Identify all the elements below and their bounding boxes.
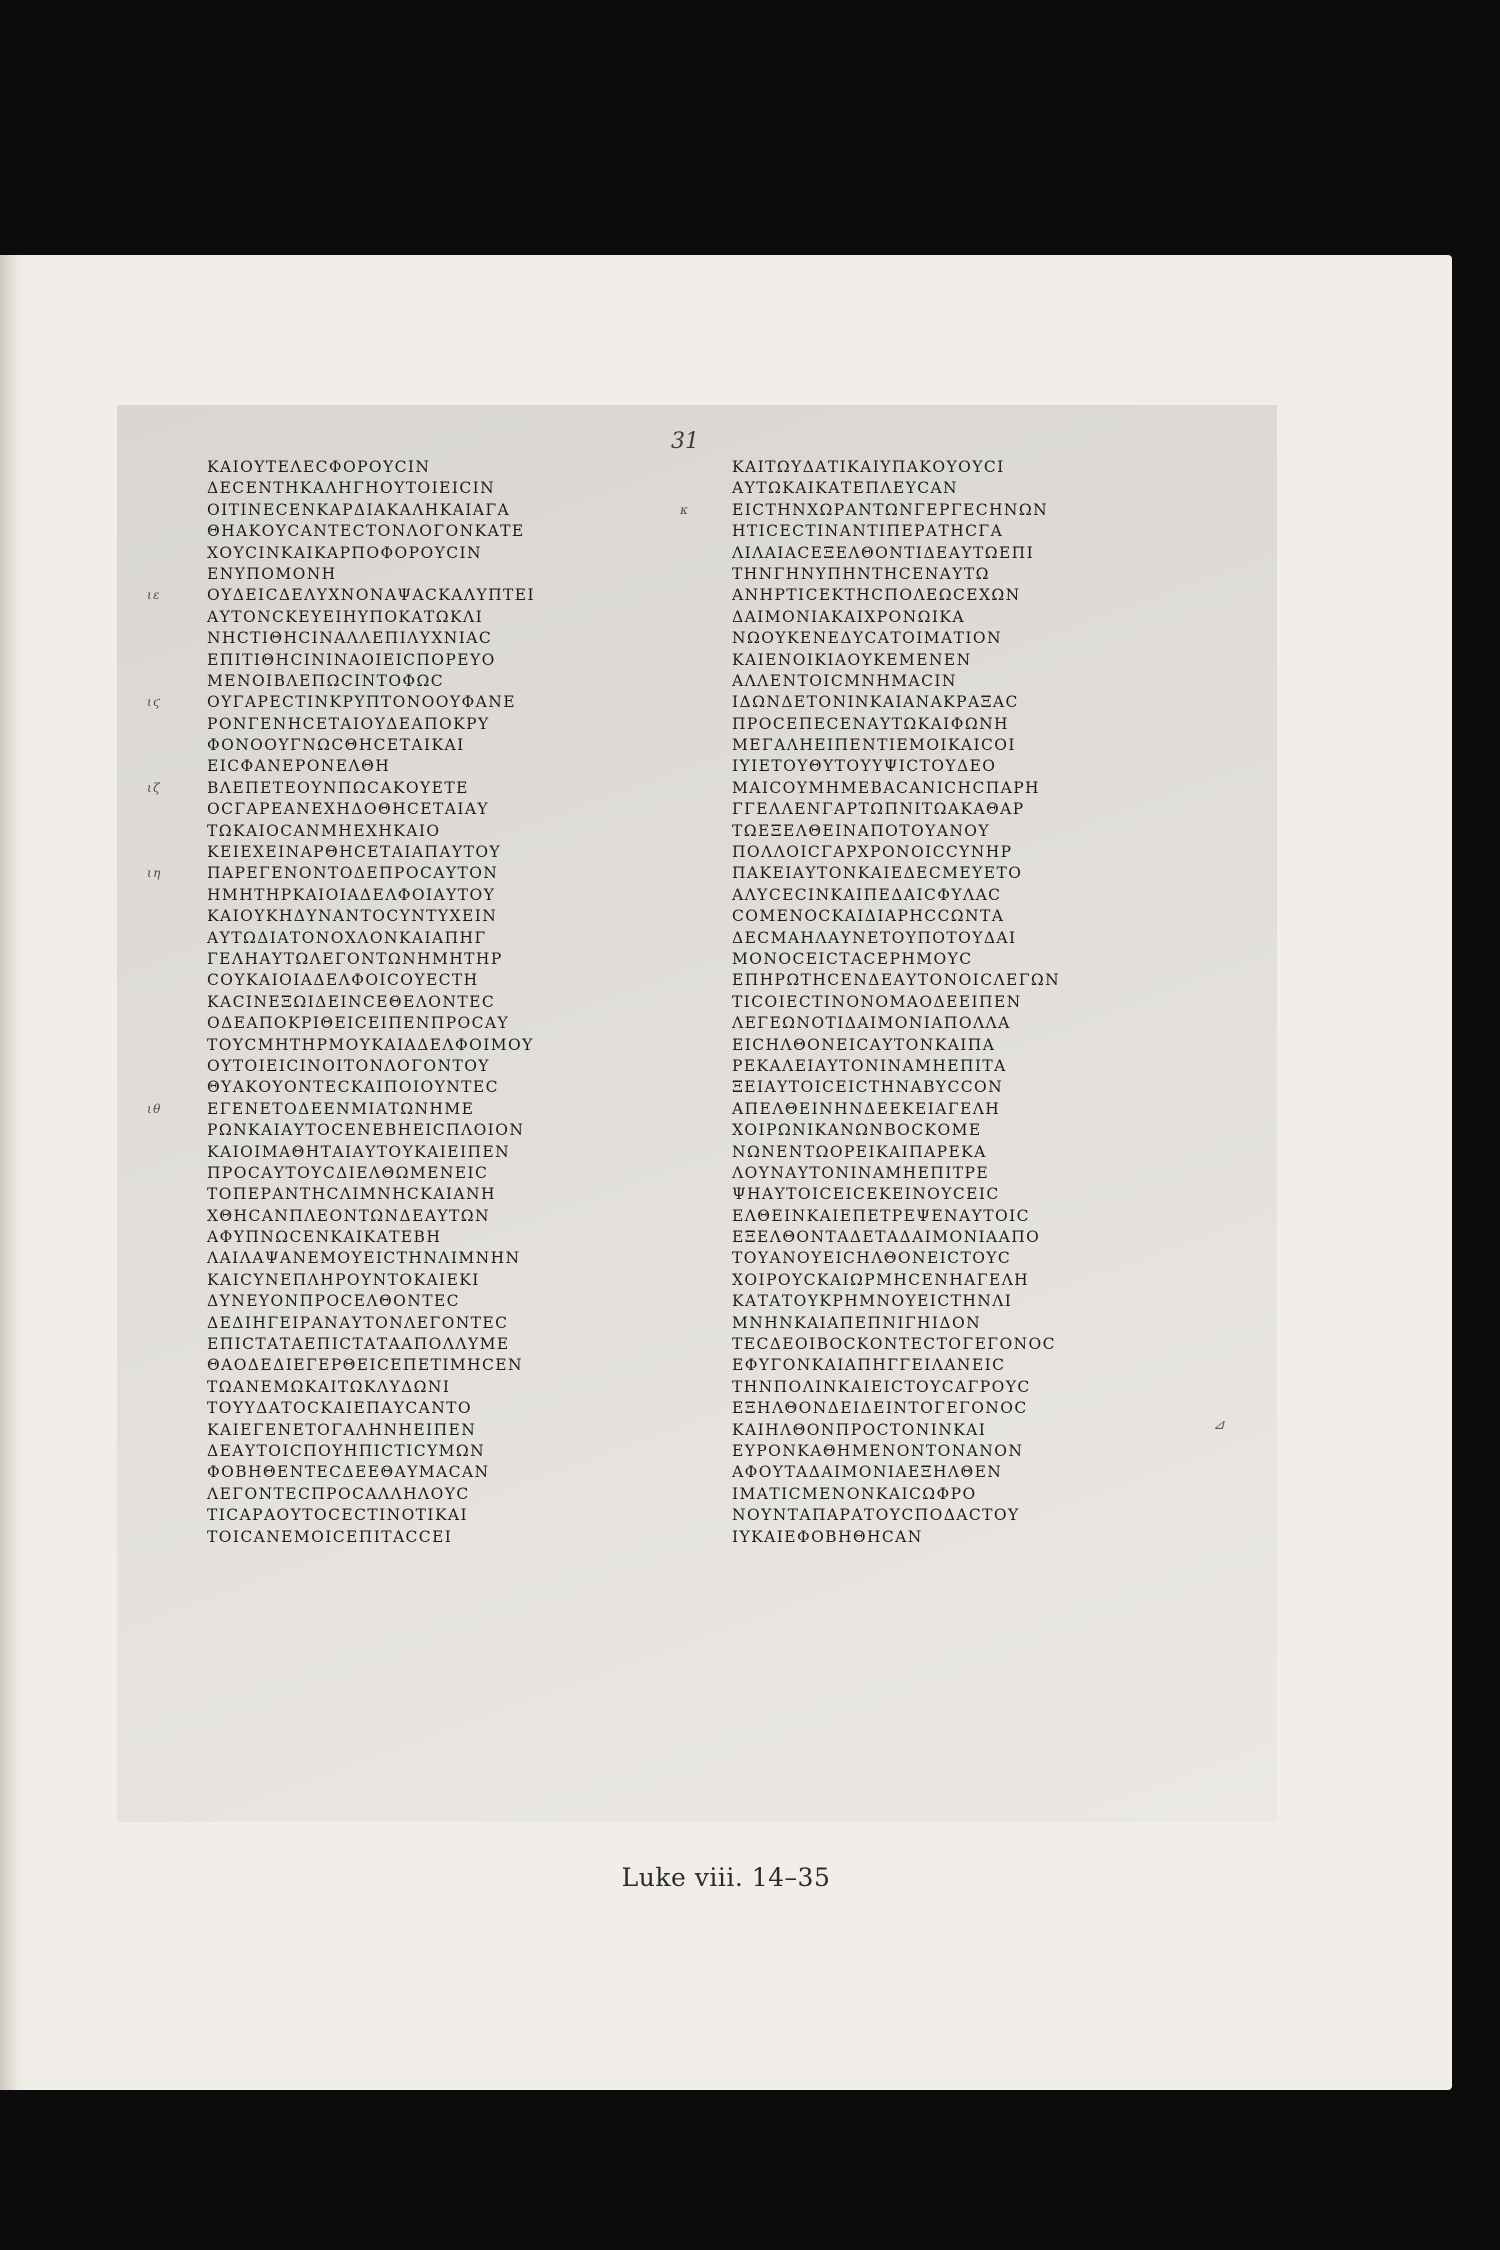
manuscript-line [147, 585, 637, 606]
line-text: ΧΟΙΡΟΥϹΚΑΙΩΡΜΗϹΕΝΗΑΓΕΛΗ [732, 1270, 1030, 1289]
manuscript-line [207, 1462, 637, 1483]
manuscript-line [732, 756, 1162, 777]
line-text: ΕΠΗΡΩΤΗϹΕΝΔΕΑΥΤΟΝΟΙϹΛΕΓΩΝ [732, 971, 1061, 990]
line-text: ΑΥΤΩΔΙΑΤΟΝΟΧΛΟΝΚΑΙΑΠΗΓ [207, 928, 487, 947]
line-text: ΚΑΙΕΓΕΝΕΤΟΓΑΛΗΝΗΕΙΠΕΝ [207, 1420, 477, 1439]
line-text: ΕΠΙϹΤΑΤΑΕΠΙϹΤΑΤΑΑΠΟΛΛΥΜΕ [207, 1335, 510, 1354]
manuscript-line [732, 585, 1162, 606]
manuscript-line [732, 692, 1162, 713]
manuscript-line [207, 842, 637, 863]
manuscript-line [732, 1035, 1162, 1056]
manuscript-line [680, 500, 1162, 521]
line-text: ΕΙϹΗΛΘΟΝΕΙϹΑΥΤΟΝΚΑΙΠΑ [732, 1035, 996, 1054]
manuscript-line [207, 671, 637, 692]
manuscript-line [732, 650, 1162, 671]
line-text: ΑΝΗΡΤΙϹΕΚΤΗϹΠΟΛΕΩϹΕΧΩΝ [732, 586, 1021, 605]
line-text: ΤΩΚΑΙΟϹΑΝΜΗΕΧΗΚΑΙΟ [207, 821, 441, 840]
line-text: ΡΕΚΑΛΕΙΑΥΤΟΝΙΝΑΜΗΕΠΙΤΑ [732, 1056, 1007, 1075]
line-text: ΜΟΝΟϹΕΙϹΤΑϹΕΡΗΜΟΥϹ [732, 949, 973, 968]
manuscript-line [207, 1527, 637, 1548]
manuscript-line [207, 1120, 637, 1141]
manuscript-line [732, 714, 1162, 735]
line-text: ΝΟΥΝΤΑΠΑΡΑΤΟΥϹΠΟΔΑϹΤΟΥ [732, 1506, 1020, 1525]
line-text: ΗΜΗΤΗΡΚΑΙΟΙΑΔΕΛΦΟΙΑΥΤΟΥ [207, 885, 496, 904]
manuscript-line [732, 564, 1162, 585]
margin-section-number: κ [680, 502, 690, 517]
manuscript-line [207, 714, 637, 735]
manuscript-line [732, 885, 1162, 906]
line-text: ΒΛΕΠΕΤΕΟΥΝΠΩϹΑΚΟΥΕΤΕ [207, 778, 469, 797]
line-text: ΤΗΝΠΟΛΙΝΚΑΙΕΙϹΤΟΥϹΑΓΡΟΥϹ [732, 1377, 1031, 1396]
line-text: ΤΟΥϹΜΗΤΗΡΜΟΥΚΑΙΑΔΕΛΦΟΙΜΟΥ [207, 1035, 534, 1054]
manuscript-line [732, 1013, 1162, 1034]
manuscript-line [207, 1420, 637, 1441]
manuscript-line [732, 1420, 1162, 1441]
manuscript-line [207, 821, 637, 842]
manuscript-line [732, 628, 1162, 649]
manuscript-line [732, 778, 1162, 799]
manuscript-line [207, 1248, 637, 1269]
manuscript-line [732, 799, 1162, 820]
manuscript-line [207, 607, 637, 628]
plate-caption: Luke viii. 14–35 [621, 1863, 831, 1892]
manuscript-line [207, 1227, 637, 1248]
line-text: ΨΗΑΥΤΟΙϹΕΙϹΕΚΕΙΝΟΥϹΕΙϹ [732, 1185, 1000, 1204]
line-text: ΝΩΟΥΚΕΝΕΔΥϹΑΤΟΙΜΑΤΙΟΝ [732, 629, 1002, 648]
line-text: ΔΥΝΕΥΟΝΠΡΟϹΕΛΘΟΝΤΕϹ [207, 1292, 460, 1311]
line-text: ΕΥΡΟΝΚΑΘΗΜΕΝΟΝΤΟΝΑΝΟΝ [732, 1441, 1024, 1460]
line-text: ΤΟΥΥΔΑΤΟϹΚΑΙΕΠΑΥϹΑΝΤΟ [207, 1399, 473, 1418]
manuscript-line [207, 735, 637, 756]
manuscript-line [207, 928, 637, 949]
manuscript-line [207, 949, 637, 970]
line-text: ΡΩΝΚΑΙΑΥΤΟϹΕΝΕΒΗΕΙϹΠΛΟΙΟΝ [207, 1121, 525, 1140]
manuscript-line [732, 970, 1162, 991]
margin-section-number: ιη [147, 866, 162, 881]
line-text: ΤΟΙϹΑΝΕΜΟΙϹΕΠΙΤΑϹϹΕΙ [207, 1527, 453, 1546]
manuscript-line [732, 735, 1162, 756]
line-text: ΤΙϹΑΡΑΟΥΤΟϹΕϹΤΙΝΟΤΙΚΑΙ [207, 1506, 469, 1525]
manuscript-line [732, 1077, 1162, 1098]
manuscript-line [207, 478, 637, 499]
manuscript-line [207, 1505, 637, 1526]
line-text: ΔΕΑΥΤΟΙϹΠΟΥΗΠΙϹΤΙϹΥΜΩΝ [207, 1441, 486, 1460]
line-text: ΟΥΔΕΙϹΔΕΛΥΧΝΟΝΑΨΑϹΚΑΛΥΠΤΕΙ [207, 586, 535, 605]
manuscript-line [207, 521, 637, 542]
manuscript-line [147, 1099, 637, 1120]
line-text: ΟΔΕΑΠΟΚΡΙΘΕΙϹΕΙΠΕΝΠΡΟϹΑΥ [207, 1014, 510, 1033]
page-gutter [0, 255, 24, 2090]
manuscript-line [732, 842, 1162, 863]
line-text: ΠΟΛΛΟΙϹΓΑΡΧΡΟΝΟΙϹϹΥΝΗΡ [732, 843, 1013, 862]
manuscript-line [732, 906, 1162, 927]
manuscript-line [732, 1377, 1162, 1398]
line-text: ΛΕΓΕΩΝΟΤΙΔΑΙΜΟΝΙΑΠΟΛΛΑ [732, 1014, 1011, 1033]
line-text: ΠΡΟϹΑΥΤΟΥϹΔΙΕΛΘΩΜΕΝΕΙϹ [207, 1163, 489, 1182]
line-text: ΚΑΙΤΩΥΔΑΤΙΚΑΙΥΠΑΚΟΥΟΥϹΙ [732, 458, 1005, 476]
manuscript-line [207, 885, 637, 906]
manuscript-line [207, 1035, 637, 1056]
left-text-column [147, 457, 637, 1548]
manuscript-line [732, 949, 1162, 970]
line-text: ΑΥΤΟΝϹΚΕΥΕΙΗΥΠΟΚΑΤΩΚΛΙ [207, 607, 484, 626]
line-text: ΙΥΚΑΙΕΦΟΒΗΘΗϹΑΝ [732, 1527, 923, 1546]
manuscript-line [732, 821, 1162, 842]
manuscript-line [732, 992, 1162, 1013]
line-text: ΦΟΒΗΘΕΝΤΕϹΔΕΕΘΑΥΜΑϹΑΝ [207, 1463, 490, 1482]
manuscript-line [732, 1527, 1162, 1548]
line-text: ΜΕΓΑΛΗΕΙΠΕΝΤΙΕΜΟΙΚΑΙϹΟΙ [732, 736, 1016, 755]
line-text: ΠΡΟϹΕΠΕϹΕΝΑΥΤΩΚΑΙΦΩΝΗ [732, 714, 1009, 733]
manuscript-line [207, 500, 637, 521]
manuscript-line [207, 1334, 637, 1355]
manuscript-line [732, 521, 1162, 542]
line-text: ΡΟΝΓΕΝΗϹΕΤΑΙΟΥΔΕΑΠΟΚΡΥ [207, 714, 490, 733]
line-text: ΑΠΕΛΘΕΙΝΗΝΔΕΕΚΕΙΑΓΕΛΗ [732, 1099, 1001, 1118]
manuscript-line [207, 1270, 637, 1291]
line-text: ΤΙϹΟΙΕϹΤΙΝΟΝΟΜΑΟΔΕΕΙΠΕΝ [732, 992, 1022, 1011]
manuscript-line [207, 1398, 637, 1419]
manuscript-line [732, 1206, 1162, 1227]
line-text: ΤΩΕΞΕΛΘΕΙΝΑΠΟΤΟΥΑΝΟΥ [732, 821, 991, 840]
manuscript-line [207, 564, 637, 585]
manuscript-line [207, 1484, 637, 1505]
manuscript-line [207, 799, 637, 820]
manuscript-line [732, 928, 1162, 949]
line-text: ΙΥΙΕΤΟΥΘΥΤΟΥΥΨΙϹΤΟΥΔΕΟ [732, 757, 997, 776]
line-text: ΘΥΑΚΟΥΟΝΤΕϹΚΑΙΠΟΙΟΥΝΤΕϹ [207, 1078, 499, 1097]
manuscript-line [732, 1099, 1162, 1120]
line-text: ΕΠΙΤΙΘΗϹΙΝΙΝΑΟΙΕΙϹΠΟΡΕΥΟ [207, 650, 496, 669]
line-text: ΙΔΩΝΔΕΤΟΝΙΝΚΑΙΑΝΑΚΡΑΞΑϹ [732, 693, 1019, 712]
line-text: ΧΘΗϹΑΝΠΛΕΟΝΤΩΝΔΕΑΥΤΩΝ [207, 1206, 491, 1225]
manuscript-line [207, 970, 637, 991]
manuscript-line [732, 1313, 1162, 1334]
line-text: ΤΗΝΓΗΝΥΠΗΝΤΗϹΕΝΑΥΤΩ [732, 564, 990, 583]
manuscript-line [207, 1355, 637, 1376]
line-text: ΔΕϹΜΑΗΛΑΥΝΕΤΟΥΠΟΤΟΥΔΑΙ [732, 928, 1017, 947]
line-text: ΕΦΥΓΟΝΚΑΙΑΠΗΓΓΕΙΛΑΝΕΙϹ [732, 1356, 1006, 1375]
manuscript-line [207, 1206, 637, 1227]
line-text: ΞΕΙΑΥΤΟΙϹΕΙϹΤΗΝΑΒΥϹϹΟΝ [732, 1078, 1004, 1097]
line-text: ΛΕΓΟΝΤΕϹΠΡΟϹΑΛΛΗΛΟΥϹ [207, 1484, 470, 1503]
line-text: ΕΙϹΤΗΝΧΩΡΑΝΤΩΝΓΕΡΓΕϹΗΝΩΝ [732, 500, 1049, 519]
line-text: ΚΑΙΗΛΘΟΝΠΡΟϹΤΟΝΙΝΚΑΙ [732, 1420, 987, 1439]
manuscript-line [207, 756, 637, 777]
line-text: ΤΕϹΔΕΟΙΒΟϹΚΟΝΤΕϹΤΟΓΕΓΟΝΟϹ [732, 1335, 1056, 1354]
manuscript-line [732, 607, 1162, 628]
margin-section-number: ιϛ [147, 695, 162, 710]
manuscript-line [207, 1313, 637, 1334]
line-text: ΕΞΕΛΘΟΝΤΑΔΕΤΑΔΑΙΜΟΝΙΑΑΠΟ [732, 1228, 1041, 1247]
manuscript-line [732, 1334, 1162, 1355]
line-text: ΦΟΝΟΟΥΓΝΩϹΘΗϹΕΤΑΙΚΑΙ [207, 736, 465, 755]
manuscript-line [207, 1441, 637, 1462]
manuscript-line [732, 1505, 1162, 1526]
margin-section-number: ιζ [147, 780, 162, 795]
manuscript-line [207, 1163, 637, 1184]
line-text: ΔΕϹΕΝΤΗΚΑΛΗΓΗΟΥΤΟΙΕΙϹΙΝ [207, 479, 496, 498]
line-text: ΚΑΙΟΥΤΕΛΕϹΦΟΡΟΥϹΙΝ [207, 458, 431, 476]
line-text: ΗΤΙϹΕϹΤΙΝΑΝΤΙΠΕΡΑΤΗϹΓΑ [732, 522, 1004, 541]
manuscript-line [207, 992, 637, 1013]
manuscript-line [207, 1184, 637, 1205]
manuscript-line [207, 1142, 637, 1163]
manuscript-line [732, 1355, 1162, 1376]
line-text: ΝΩΝΕΝΤΩΟΡΕΙΚΑΙΠΑΡΕΚΑ [732, 1142, 987, 1161]
manuscript-line [732, 478, 1162, 499]
manuscript-line [732, 1441, 1162, 1462]
line-text: ΧΟΙΡΩΝΙΚΑΝΩΝΒΟϹΚΟΜΕ [732, 1121, 982, 1140]
manuscript-line [147, 863, 637, 884]
line-text: ΚΑΙΕΝΟΙΚΙΑΟΥΚΕΜΕΝΕΝ [732, 650, 972, 669]
line-text: ΚΕΙΕΧΕΙΝΑΡΘΗϹΕΤΑΙΑΠΑΥΤΟΥ [207, 843, 502, 862]
line-text: ΟΙΤΙΝΕϹΕΝΚΑΡΔΙΑΚΑΛΗΚΑΙΑΓΑ [207, 500, 511, 519]
manuscript-line [732, 1270, 1162, 1291]
manuscript-line [207, 1013, 637, 1034]
line-text: ΕΛΘΕΙΝΚΑΙΕΠΕΤΡΕΨΕΝΑΥΤΟΙϹ [732, 1206, 1030, 1225]
line-text: ΑΦΥΠΝΩϹΕΝΚΑΙΚΑΤΕΒΗ [207, 1228, 442, 1247]
line-text: ΘΑΟΔΕΔΙΕΓΕΡΘΕΙϹΕΠΕΤΙΜΗϹΕΝ [207, 1356, 523, 1375]
line-text: ΑΥΤΩΚΑΙΚΑΤΕΠΛΕΥϹΑΝ [732, 479, 959, 498]
line-text: ΕΞΗΛΘΟΝΔΕΙΔΕΙΝΤΟΓΕΓΟΝΟϹ [732, 1399, 1028, 1418]
manuscript-line [732, 1291, 1162, 1312]
manuscript-line [732, 457, 1162, 478]
line-text: ΑΦΟΥΤΑΔΑΙΜΟΝΙΑΕΞΗΛΘΕΝ [732, 1463, 1003, 1482]
manuscript-line [732, 1484, 1162, 1505]
line-text: ΜΕΝΟΙΒΛΕΠΩϹΙΝΤΟΦΩϹ [207, 671, 445, 690]
line-text: ΚΑϹΙΝΕΞΩΙΔΕΙΝϹΕΘΕΛΟΝΤΕϹ [207, 992, 496, 1011]
manuscript-plate [117, 405, 1277, 1822]
line-text: ΛΟΥΝΑΥΤΟΝΙΝΑΜΗΕΠΙΤΡΕ [732, 1163, 990, 1182]
manuscript-line [732, 1163, 1162, 1184]
book-page [0, 255, 1452, 2090]
manuscript-line [732, 1462, 1162, 1483]
line-text: ΑΛΥϹΕϹΙΝΚΑΙΠΕΔΑΙϹΦΥΛΑϹ [732, 885, 1002, 904]
manuscript-line [207, 457, 637, 478]
line-text: ΤΟΠΕΡΑΝΤΗϹΛΙΜΝΗϹΚΑΙΑΝΗ [207, 1185, 496, 1204]
margin-section-number: ιθ [147, 1101, 162, 1116]
line-text: ΔΕΔΙΗΓΕΙΡΑΝΑΥΤΟΝΛΕΓΟΝΤΕϹ [207, 1313, 509, 1332]
line-text: ΟϹΓΑΡΕΑΝΕΧΗΔΟΘΗϹΕΤΑΙΑΥ [207, 800, 490, 819]
line-text: ΜΑΙϹΟΥΜΗΜΕΒΑϹΑΝΙϹΗϹΠΑΡΗ [732, 778, 1040, 797]
line-text: ΘΗΑΚΟΥϹΑΝΤΕϹΤΟΝΛΟΓΟΝΚΑΤΕ [207, 522, 525, 541]
line-text: ΙΜΑΤΙϹΜΕΝΟΝΚΑΙϹΩΦΡΟ [732, 1484, 977, 1503]
manuscript-line [207, 650, 637, 671]
line-text: ΧΟΥϹΙΝΚΑΙΚΑΡΠΟΦΟΡΟΥϹΙΝ [207, 543, 482, 562]
manuscript-line [207, 1056, 637, 1077]
line-text: ΟΥΓΑΡΕϹΤΙΝΚΡΥΠΤΟΝΟΟΥΦΑΝΕ [207, 693, 516, 712]
manuscript-line [207, 906, 637, 927]
manuscript-line [732, 1398, 1162, 1419]
manuscript-line [732, 863, 1162, 884]
right-margin-mark: ⊿ [1213, 1417, 1225, 1433]
manuscript-line [207, 1291, 637, 1312]
manuscript-line [207, 1377, 637, 1398]
manuscript-line [732, 1248, 1162, 1269]
manuscript-line [207, 543, 637, 564]
manuscript-line [732, 1227, 1162, 1248]
line-text: ΔΑΙΜΟΝΙΑΚΑΙΧΡΟΝΩΙΚΑ [732, 607, 965, 626]
manuscript-line [732, 1056, 1162, 1077]
manuscript-line [207, 1077, 637, 1098]
line-text: ΜΝΗΝΚΑΙΑΠΕΠΝΙΓΗΙΔΟΝ [732, 1313, 982, 1332]
manuscript-line [732, 1142, 1162, 1163]
line-text: ϹΟΥΚΑΙΟΙΑΔΕΛΦΟΙϹΟΥΕϹΤΗ [207, 971, 479, 990]
line-text: ΤΩΑΝΕΜΩΚΑΙΤΩΚΛΥΔΩΝΙ [207, 1377, 451, 1396]
line-text: ΚΑΙΟΥΚΗΔΥΝΑΝΤΟϹΥΝΤΥΧΕΙΝ [207, 907, 498, 926]
line-text: ΓΕΛΗΑΥΤΩΛΕΓΟΝΤΩΝΗΜΗΤΗΡ [207, 949, 503, 968]
line-text: ΕΓΕΝΕΤΟΔΕΕΝΜΙΑΤΩΝΗΜΕ [207, 1099, 475, 1118]
line-text: ΕΝΥΠΟΜΟΝΗ [207, 564, 337, 583]
line-text: ΑΛΛΕΝΤΟΙϹΜΝΗΜΑϹΙΝ [732, 671, 957, 690]
line-text: ΛΑΙΛΑΨΑΝΕΜΟΥΕΙϹΤΗΝΛΙΜΝΗΝ [207, 1249, 521, 1268]
manuscript-line [147, 692, 637, 713]
line-text: ΕΙϹΦΑΝΕΡΟΝΕΛΘΗ [207, 757, 391, 776]
line-text: ΚΑΙΟΙΜΑΘΗΤΑΙΑΥΤΟΥΚΑΙΕΙΠΕΝ [207, 1142, 511, 1161]
manuscript-line [732, 543, 1162, 564]
manuscript-line [732, 671, 1162, 692]
line-text: ΟΥΤΟΙΕΙϹΙΝΟΙΤΟΝΛΟΓΟΝΤΟΥ [207, 1056, 490, 1075]
line-text: ΠΑΚΕΙΑΥΤΟΝΚΑΙΕΔΕϹΜΕΥΕΤΟ [732, 864, 1023, 883]
line-text: ΠΑΡΕΓΕΝΟΝΤΟΔΕΠΡΟϹΑΥΤΟΝ [207, 864, 499, 883]
margin-section-number: ιε [147, 588, 161, 603]
line-text: ΛΙΛΑΙΑϹΕΞΕΛΘΟΝΤΙΔΕΑΥΤΩΕΠΙ [732, 543, 1035, 562]
line-text: ϹΟΜΕΝΟϹΚΑΙΔΙΑΡΗϹϹΩΝΤΑ [732, 907, 1005, 926]
line-text: ΝΗϹΤΙΘΗϹΙΝΑΛΛΕΠΙΛΥΧΝΙΑϹ [207, 629, 493, 648]
line-text: ΤΟΥΑΝΟΥΕΙϹΗΛΘΟΝΕΙϹΤΟΥϹ [732, 1249, 1012, 1268]
line-text: ΚΑΤΑΤΟΥΚΡΗΜΝΟΥΕΙϹΤΗΝΛΙ [732, 1292, 1013, 1311]
line-text: ΚΑΙϹΥΝΕΠΛΗΡΟΥΝΤΟΚΑΙΕΚΙ [207, 1270, 480, 1289]
manuscript-line [207, 628, 637, 649]
manuscript-line [147, 778, 637, 799]
folio-number: 31 [671, 429, 699, 454]
manuscript-line [732, 1120, 1162, 1141]
right-text-column [680, 457, 1162, 1548]
line-text: ΓΓΕΛΛΕΝΓΑΡΤΩΠΝΙΤΩΑΚΑΘΑΡ [732, 800, 1025, 819]
manuscript-line [732, 1184, 1162, 1205]
